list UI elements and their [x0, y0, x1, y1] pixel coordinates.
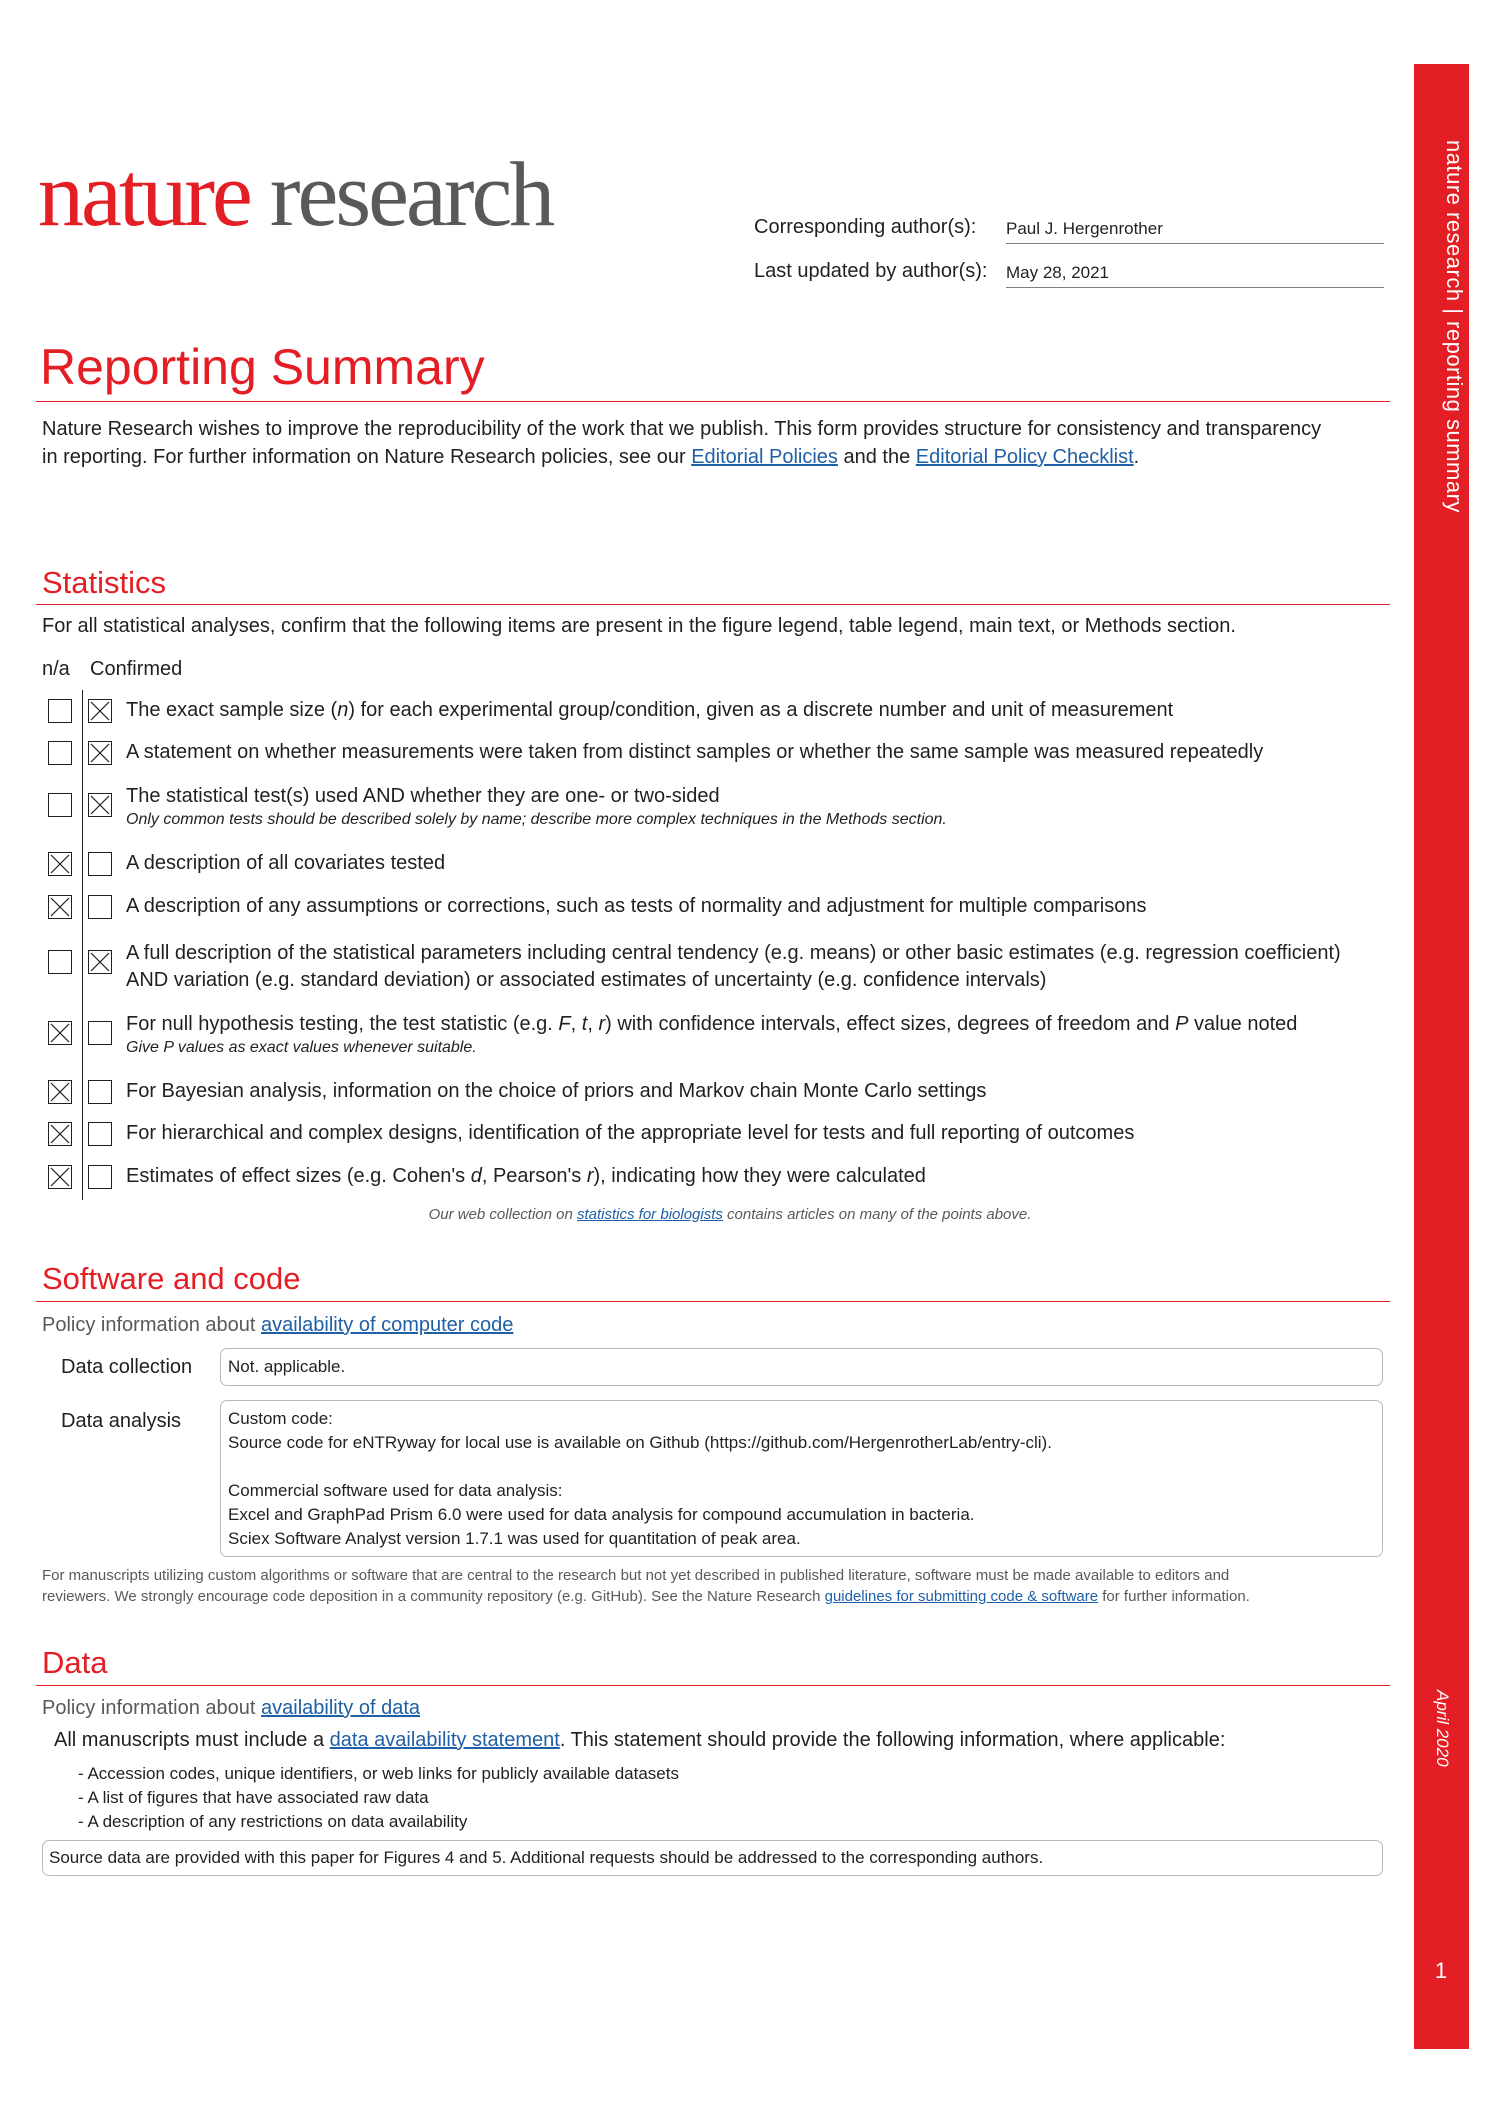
- cross-mark-icon: [49, 1166, 71, 1188]
- checklist-text-part: For null hypothesis testing, the test statistic (e.g.: [126, 1013, 559, 1035]
- na-checkbox[interactable]: [48, 1122, 72, 1146]
- corresponding-author-label: Corresponding author(s):: [754, 216, 977, 238]
- software-policy-pre: Policy information about: [42, 1314, 262, 1336]
- na-checkbox[interactable]: [48, 895, 72, 919]
- data-collection-field[interactable]: Not. applicable.: [220, 1348, 1383, 1386]
- sidebar-date: April 2020: [1433, 1690, 1452, 1767]
- checklist-text: A description of any assumptions or corrections, such as tests of normality and adjustment for multiple comparisons: [126, 895, 1147, 917]
- statistics-intro: For all statistical analyses, confirm that the following items are present in the figure legend, table legend, main text, or Methods section.: [42, 615, 1236, 637]
- confirmed-checkbox[interactable]: [88, 793, 112, 817]
- last-updated-label: Last updated by author(s):: [754, 260, 988, 282]
- intro-line1: Nature Research wishes to improve the reproducibility of the work that we publish. This form provides structure for consistency and transparency: [42, 418, 1322, 440]
- checklist-text-part: r: [598, 1013, 606, 1035]
- availability-of-computer-code-link[interactable]: availability of computer code: [261, 1314, 514, 1336]
- intro-mid: and the: [837, 446, 916, 468]
- data-statement-pre: All manuscripts must include a: [54, 1729, 330, 1751]
- cross-mark-icon: [89, 742, 111, 764]
- checklist-item-note: Give P values as exact values whenever suitable.: [126, 1039, 477, 1056]
- checklist-item-text: [126, 783, 1391, 830]
- na-checkbox[interactable]: [48, 741, 72, 765]
- checklist-item-text: [126, 697, 1391, 724]
- data-heading: Data: [42, 1645, 108, 1680]
- statistics-rule: [36, 604, 1390, 605]
- footnote-pre: Our web collection on: [428, 1206, 577, 1223]
- data-statement: [54, 1726, 1225, 1754]
- data-rule: [36, 1685, 1390, 1686]
- data-requirements-list: [78, 1762, 679, 1834]
- last-updated-field[interactable]: May 28, 2021: [1006, 263, 1384, 288]
- checklist-text-part: ), indicating how they were calculated: [593, 1165, 926, 1187]
- checklist-text-part: t: [581, 1013, 588, 1035]
- checklist-item-text: [126, 739, 1391, 766]
- editorial-policies-link[interactable]: Editorial Policies: [691, 446, 838, 468]
- checklist-text: The statistical test(s) used AND whether they are one- or two-sided: [126, 785, 720, 807]
- intro-line2: in reporting. For further information on Nature Research policies, see our: [42, 446, 692, 468]
- data-availability-field[interactable]: Source data are provided with this paper for Figures 4 and 5. Additional requests should be addressed to the corresponding authors.: [42, 1840, 1383, 1876]
- cross-mark-icon: [89, 951, 111, 973]
- checklist-text-part: value noted: [1188, 1013, 1298, 1035]
- na-checkbox[interactable]: [48, 852, 72, 876]
- statistics-for-biologists-link[interactable]: statistics for biologists: [577, 1206, 723, 1223]
- checklist-divider: [82, 690, 83, 1200]
- checklist-text-part: n: [337, 699, 349, 721]
- checklist-text-part: r: [586, 1165, 594, 1187]
- nature-research-logo: [38, 143, 553, 245]
- checklist-item-text: [126, 1120, 1391, 1147]
- data-statement-post: . This statement should provide the following information, where applicable:: [559, 1729, 1226, 1751]
- corresponding-author-field[interactable]: Paul J. Hergenrother: [1006, 219, 1384, 244]
- list-item: - Accession codes, unique identifiers, or web links for publicly available datasets: [78, 1764, 679, 1783]
- checklist-item-text: [126, 940, 1391, 994]
- statistics-footnote: [0, 1206, 1460, 1223]
- checklist-text: A full description of the statistical parameters including central tendency (e.g. means) or other basic estimates (e.g. regression coefficient): [126, 942, 1341, 964]
- confirmed-checkbox[interactable]: [88, 1080, 112, 1104]
- checklist-item-text: [126, 1011, 1391, 1058]
- data-policy: [42, 1697, 420, 1720]
- data-availability-statement-link[interactable]: data availability statement: [329, 1729, 560, 1751]
- software-note-post: for further information.: [1098, 1588, 1250, 1605]
- list-item: - A description of any restrictions on data availability: [78, 1812, 468, 1831]
- cross-mark-icon: [49, 1022, 71, 1044]
- confirmed-checkbox[interactable]: [88, 852, 112, 876]
- data-policy-pre: Policy information about: [42, 1697, 262, 1719]
- cross-mark-icon: [49, 896, 71, 918]
- cross-mark-icon: [49, 853, 71, 875]
- logo-research: research: [269, 143, 553, 245]
- na-column-header: n/a: [42, 658, 70, 680]
- confirmed-checkbox[interactable]: [88, 895, 112, 919]
- checklist-item-text: [126, 1078, 1391, 1105]
- cross-mark-icon: [89, 794, 111, 816]
- statistics-heading: Statistics: [42, 565, 167, 600]
- data-analysis-field[interactable]: Custom code: Source code for eNTRyway for local use is available on Github (https://github.com/HergenrotherLab/entry-cli). Commercial software used for data analysis: Excel and GraphPad Prism 6.0 were used for data analysis for compound accumulation in bacteria. Sciex Software Analyst version 1.7.1 was used for quantitation of peak area.: [220, 1400, 1383, 1557]
- list-item: - A list of figures that have associated raw data: [78, 1788, 429, 1807]
- confirmed-checkbox[interactable]: [88, 1122, 112, 1146]
- confirmed-checkbox[interactable]: [88, 1021, 112, 1045]
- data-analysis-label: Data analysis: [61, 1410, 182, 1432]
- software-note: [42, 1565, 1402, 1607]
- title-rule: [36, 401, 1390, 402]
- page-title: Reporting Summary: [40, 339, 485, 395]
- software-policy: [42, 1314, 513, 1337]
- checklist-text-part: ) for each experimental group/condition, given as a discrete number and unit of measurement: [348, 699, 1174, 721]
- na-checkbox[interactable]: [48, 1165, 72, 1189]
- code-guidelines-link[interactable]: guidelines for submitting code & software: [824, 1588, 1099, 1605]
- checklist-text-part: P: [1175, 1013, 1189, 1035]
- availability-of-data-link[interactable]: availability of data: [261, 1697, 420, 1719]
- checklist-text-part: d: [470, 1165, 482, 1187]
- cross-mark-icon: [49, 1123, 71, 1145]
- na-checkbox[interactable]: [48, 950, 72, 974]
- checklist-text-part: ,: [570, 1013, 582, 1035]
- checklist-text-continued: AND variation (e.g. standard deviation) or associated estimates of uncertainty (e.g. confidence intervals): [126, 969, 1047, 991]
- data-collection-label: Data collection: [61, 1356, 193, 1378]
- checklist-text: For Bayesian analysis, information on the choice of priors and Markov chain Monte Carlo settings: [126, 1080, 987, 1102]
- checklist-item-text: [126, 850, 1391, 877]
- confirmed-checkbox[interactable]: [88, 1165, 112, 1189]
- na-checkbox[interactable]: [48, 1021, 72, 1045]
- software-heading: Software and code: [42, 1261, 301, 1296]
- checklist-item-text: [126, 1163, 1391, 1190]
- sidebar-title: nature research | reporting summary: [1442, 140, 1467, 513]
- confirmed-checkbox[interactable]: [88, 699, 112, 723]
- confirmed-checkbox[interactable]: [88, 950, 112, 974]
- confirmed-checkbox[interactable]: [88, 741, 112, 765]
- checklist-text-part: F: [558, 1013, 571, 1035]
- checklist-text: A statement on whether measurements were taken from distinct samples or whether the same sample was measured repeatedly: [126, 741, 1264, 763]
- checklist-text: A description of all covariates tested: [126, 852, 446, 874]
- cross-mark-icon: [89, 700, 111, 722]
- checklist-text-part: ) with confidence intervals, effect sizes, degrees of freedom and: [605, 1013, 1176, 1035]
- checklist-text-part: , Pearson's: [481, 1165, 587, 1187]
- na-checkbox[interactable]: [48, 1080, 72, 1104]
- cross-mark-icon: [49, 1081, 71, 1103]
- checklist-item-text: [126, 893, 1391, 920]
- checklist-item-note: Only common tests should be described solely by name; describe more complex techniques in the Methods section.: [126, 811, 947, 828]
- footnote-post: contains articles on many of the points above.: [722, 1206, 1032, 1223]
- software-note-line1: For manuscripts utilizing custom algorithms or software that are central to the research but not yet described in published literature, software must be made available to editors and: [42, 1567, 1230, 1584]
- intro-end: .: [1133, 446, 1140, 468]
- checklist-text-part: The exact sample size (: [126, 699, 338, 721]
- checklist-text-part: Estimates of effect sizes (e.g. Cohen's: [126, 1165, 471, 1187]
- checklist-text-part: ,: [587, 1013, 599, 1035]
- page-number: 1: [1434, 1958, 1448, 1983]
- software-rule: [36, 1301, 1390, 1302]
- logo-nature: nature: [38, 143, 250, 245]
- na-checkbox[interactable]: [48, 699, 72, 723]
- intro-paragraph: [42, 415, 1402, 471]
- na-checkbox[interactable]: [48, 793, 72, 817]
- checklist-text: For hierarchical and complex designs, identification of the appropriate level for tests and full reporting of outcomes: [126, 1122, 1135, 1144]
- editorial-policy-checklist-link[interactable]: Editorial Policy Checklist: [915, 446, 1134, 468]
- software-note-line2: reviewers. We strongly encourage code deposition in a community repository (e.g. GitHub). See the Nature Research: [42, 1588, 825, 1605]
- confirmed-column-header: Confirmed: [90, 658, 183, 680]
